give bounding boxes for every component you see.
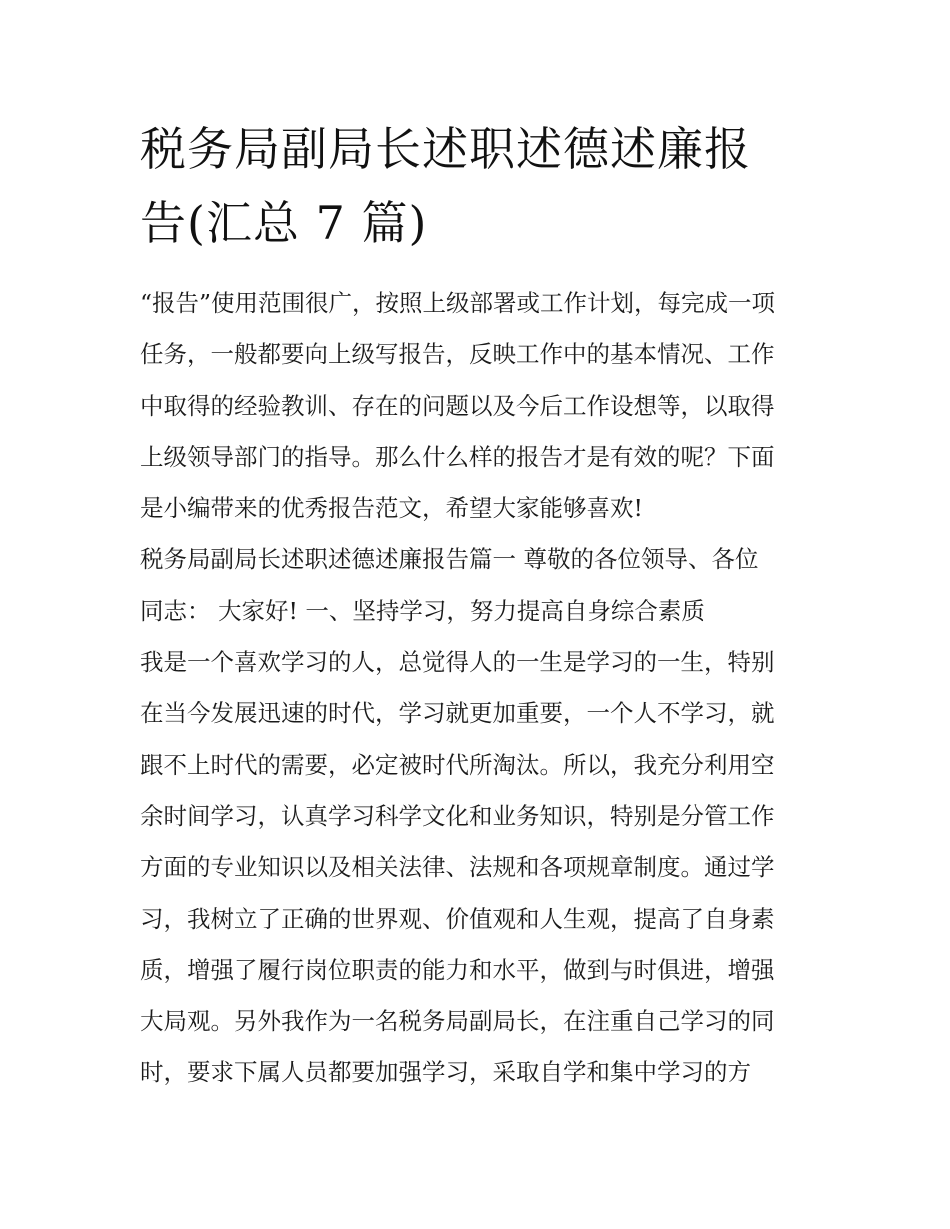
body-line: 跟不上时代的需要，必定被时代所淘汰。所以，我充分利用空 (140, 750, 775, 779)
body-line: 习，我树立了正确的世界观、价值观和人生观，提高了自身素 (140, 904, 775, 933)
body-line: 上级领导部门的指导。那么什么样的报告才是有效的呢？下面 (140, 442, 775, 471)
body-line: 余时间学习，认真学习科学文化和业务知识，特别是分管工作 (140, 801, 775, 830)
document-title (140, 112, 820, 260)
section-heading-line: 同志： 大家好! 一、坚持学习，努力提高自身综合素质 (140, 596, 705, 625)
body-line: 任务，一般都要向上级写报告，反映工作中的基本情况、工作 (140, 340, 775, 369)
body-line: 方面的专业知识以及相关法律、法规和各项规章制度。通过学 (140, 853, 775, 882)
body-line: 在当今发展迅速的时代，学习就更加重要，一个人不学习，就 (140, 699, 775, 728)
body-line: 大局观。另外我作为一名税务局副局长，在注重自己学习的同 (140, 1007, 775, 1036)
body-line: 是小编带来的优秀报告范文，希望大家能够喜欢! (140, 494, 643, 523)
body-line: 质，增强了履行岗位职责的能力和水平，做到与时俱进，增强 (140, 955, 775, 984)
title-line: 税务局副局长述职述德述廉报 (140, 122, 751, 176)
body-line: 中取得的经验教训、存在的问题以及今后工作设想等，以取得 (140, 391, 775, 420)
body-line: “报告”使用范围很广，按照上级部署或工作计划，每完成一项 (140, 289, 776, 317)
title-line: 告(汇总 7 篇) (140, 196, 428, 250)
section-heading-line: 税务局副局长述职述德述廉报告篇一 尊敬的各位领导、各位 (140, 545, 759, 574)
body-line: 时，要求下属人员都要加强学习，采取自学和集中学习的方 (140, 1058, 751, 1087)
document-body (140, 278, 820, 1099)
body-line: 我是一个喜欢学习的人，总觉得人的一生是学习的一生，特别 (140, 648, 775, 677)
